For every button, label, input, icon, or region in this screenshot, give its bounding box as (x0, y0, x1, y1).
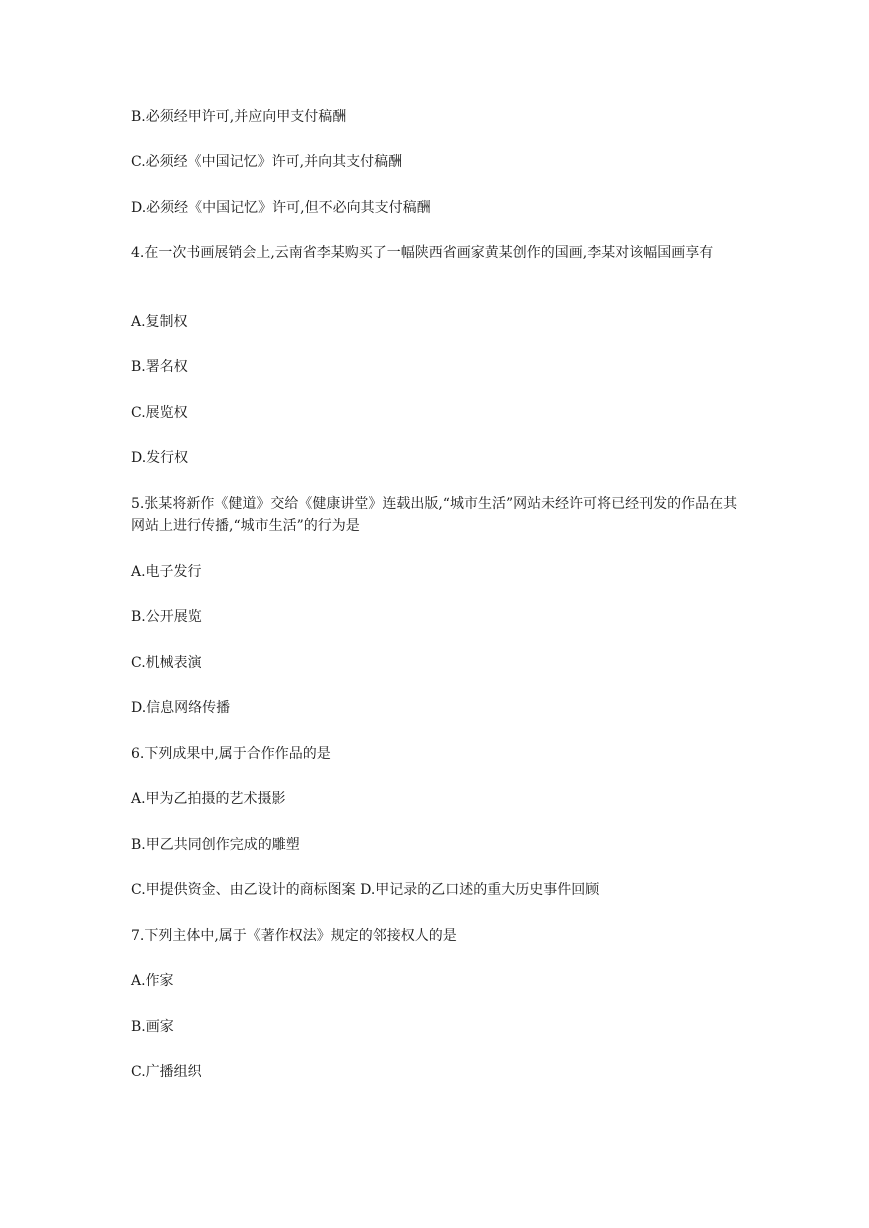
q5-option-d: D.信息网络传播 (131, 700, 231, 716)
option-c-line: C.必须经《中国记忆》许可,并向其支付稿酬 (131, 154, 403, 170)
question-7: 7.下列主体中,属于《著作权法》规定的邻接权人的是 (131, 928, 457, 944)
q4-option-c: C.展览权 (131, 405, 188, 421)
q5-option-c: C.机械表演 (131, 655, 202, 671)
question-4: 4.在一次书画展销会上,云南省李某购买了一幅陕西省画家黄某创作的国画,李某对该幅国画享有 (131, 245, 714, 261)
q5-option-b: B.公开展览 (131, 609, 202, 625)
q4-option-a: A.复制权 (131, 314, 188, 330)
q4-option-d: D.发行权 (131, 450, 189, 466)
q7-option-a: A.作家 (131, 973, 174, 989)
q4-option-b: B.署名权 (131, 359, 188, 375)
q6-option-c-d: C.甲提供资金、由乙设计的商标图案 D.甲记录的乙口述的重大历史事件回顾 (131, 882, 600, 898)
q6-option-a: A.甲为乙拍摄的艺术摄影 (131, 791, 286, 807)
q6-option-b: B.甲乙共同创作完成的雕塑 (131, 837, 300, 853)
question-5: 5.张某将新作《健道》交给《健康讲堂》连载出版,“城市生活”网站未经许可将已经刊发的作品在其网站上进行传播,“城市生活”的行为是 (131, 496, 738, 534)
q7-option-b: B.画家 (131, 1019, 174, 1035)
option-d-line: D.必须经《中国记忆》许可,但不必向其支付稿酬 (131, 200, 431, 216)
q5-option-a: A.电子发行 (131, 564, 202, 580)
question-6: 6.下列成果中,属于合作作品的是 (131, 746, 331, 762)
option-b-line: B.必须经甲许可,并应向甲支付稿酬 (131, 109, 347, 125)
q7-option-c: C.广播组织 (131, 1064, 202, 1080)
